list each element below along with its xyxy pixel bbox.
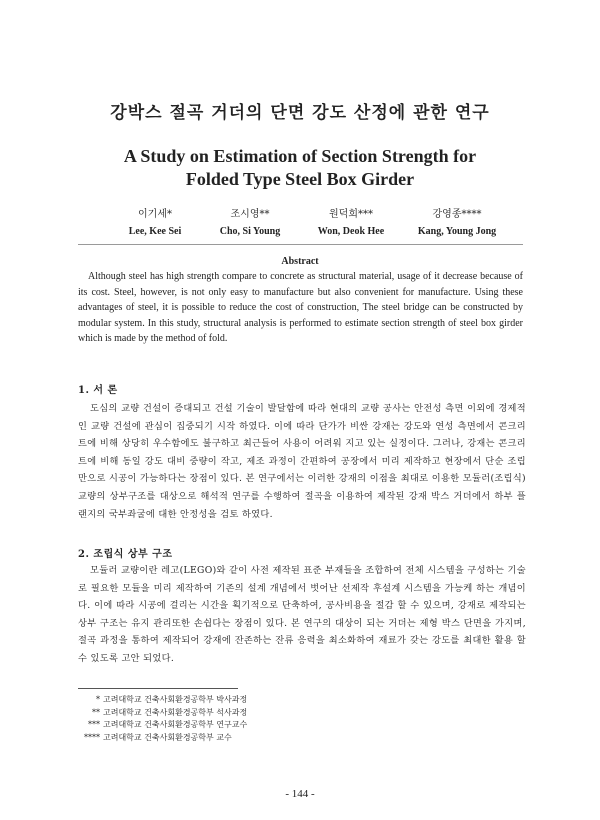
author-3 [291, 206, 411, 240]
footnote-mark: **** [84, 732, 100, 742]
author-name-kr: 원덕희*** [329, 209, 373, 220]
english-title [0, 145, 600, 191]
footnote-mark: ** [92, 707, 100, 717]
author-name-en: Lee, Kee Sei [128, 226, 182, 237]
english-title-line-2: Folded Type Steel Box Girder [185, 169, 415, 189]
author-name-en: Kang, Young Jong [417, 226, 497, 237]
footnote-text: 고려대학교 건축사회환경공학부 교수 [103, 732, 232, 742]
footnote [78, 694, 378, 707]
author-name-en: Won, Deok Hee [317, 226, 385, 237]
section-2-text: 모듈러 교량이란 레고(LEGO)와 같이 사전 제작된 표준 부재들을 조합하여 전체 시스템을 구성하는 기술로 필요한 모듈을 미리 제작하여 기존의 설계 개념에서 벗어난 선제작 후설계 시스템을 가능케 하는 개념이다. 이에 따라 시공에 걸리는 시간을 획기적으로 단축하여, 공사비용을 절감 할 수 있으며, 강재로 제작되는 상부 구조는 유지 관리또한 손쉽다는 장점이 있다. 본 연구의 대상이 되는 거더는 제형 박스 단면을 가지며, 절곡 과정을 통하여 제작되어 강재에 잔존하는 잔류 응력을 최소화하여 재료가 갖는 강도를 최대한 활용 할 수 있도록 고안 되었다. [78, 565, 526, 664]
footnote-text: 고려대학교 건축사회환경공학부 박사과정 [103, 695, 248, 704]
korean-title: 강박스 절곡 거더의 단면 강도 산정에 관한 연구 [110, 103, 490, 123]
section-1-heading: 1. 서 론 [78, 385, 118, 396]
footnote-text: 고려대학교 건축사회환경공학부 석사과정 [103, 707, 248, 717]
footnote [78, 707, 378, 720]
footnote [78, 732, 378, 745]
author-name-kr: 이기세* [138, 209, 172, 220]
footnote-mark: * [96, 695, 100, 704]
english-title-line-1: A Study on Estimation of Section Strength for [123, 146, 477, 166]
footnote [78, 719, 378, 732]
author-name-kr: 조시영** [230, 209, 270, 220]
section-1-text: 도심의 교량 건설이 증대되고 건설 기술이 발달함에 따라 현대의 교량 공사는 안전성 측면 이외에 경제적인 교량 건설에 관심이 집중되기 시작 하였다. 이에 따라 단가가 비싼 강재는 강도와 연성 측면에서 콘크리트에 비해 상당히 우수함에도 불구하고 최근들어 사용이 어려워 지고 있는 실정이다. 그러나, 강재는 콘크리트에 비해 동일 강도 대비 중량이 작고, 제조 과정이 간편하여 공장에서 미리 제작하고 현장에서 단순 조립만으로 시공이 가능하다는 장점이 있다. 본 연구에서는 이러한 강재의 이점을 최대로 이용한 모듈러(조립식) 교량의 상부구조를 대상으로 해석적 연구를 수행하여 절곡을 이용하여 제작된 강재 박스 거더에서 하부 플랜지의 국부좌굴에 대한 안정성을 검토 하였다. [78, 403, 526, 520]
abstract-heading: Abstract [281, 256, 319, 267]
section-2-heading: 2. 조립식 상부 구조 [78, 549, 173, 560]
footnote-divider [78, 688, 238, 689]
author-name-en: Cho, Si Young [219, 226, 281, 237]
header-divider [78, 244, 523, 245]
footnote-mark: *** [88, 720, 100, 729]
footnotes [78, 694, 378, 744]
author-4 [397, 206, 517, 240]
abstract-text: Although steel has high strength compare to concrete as structural material, usage of it decrease because of its cost. Steel, however, is not only easy to manufacture but also convenient for manufacture. Using these advantages of steel, it is possible to reduce the cost of construction, The steel bridge can be constructed by modular system. In this study, structural analysis is performed to estimate section strength of steel box girder which is made by the method of fold. [78, 271, 523, 344]
page-number: - 144 - [285, 788, 315, 800]
footnote-text: 고려대학교 건축사회환경공학부 연구교수 [103, 720, 248, 729]
author-name-kr: 강영종**** [432, 209, 482, 220]
